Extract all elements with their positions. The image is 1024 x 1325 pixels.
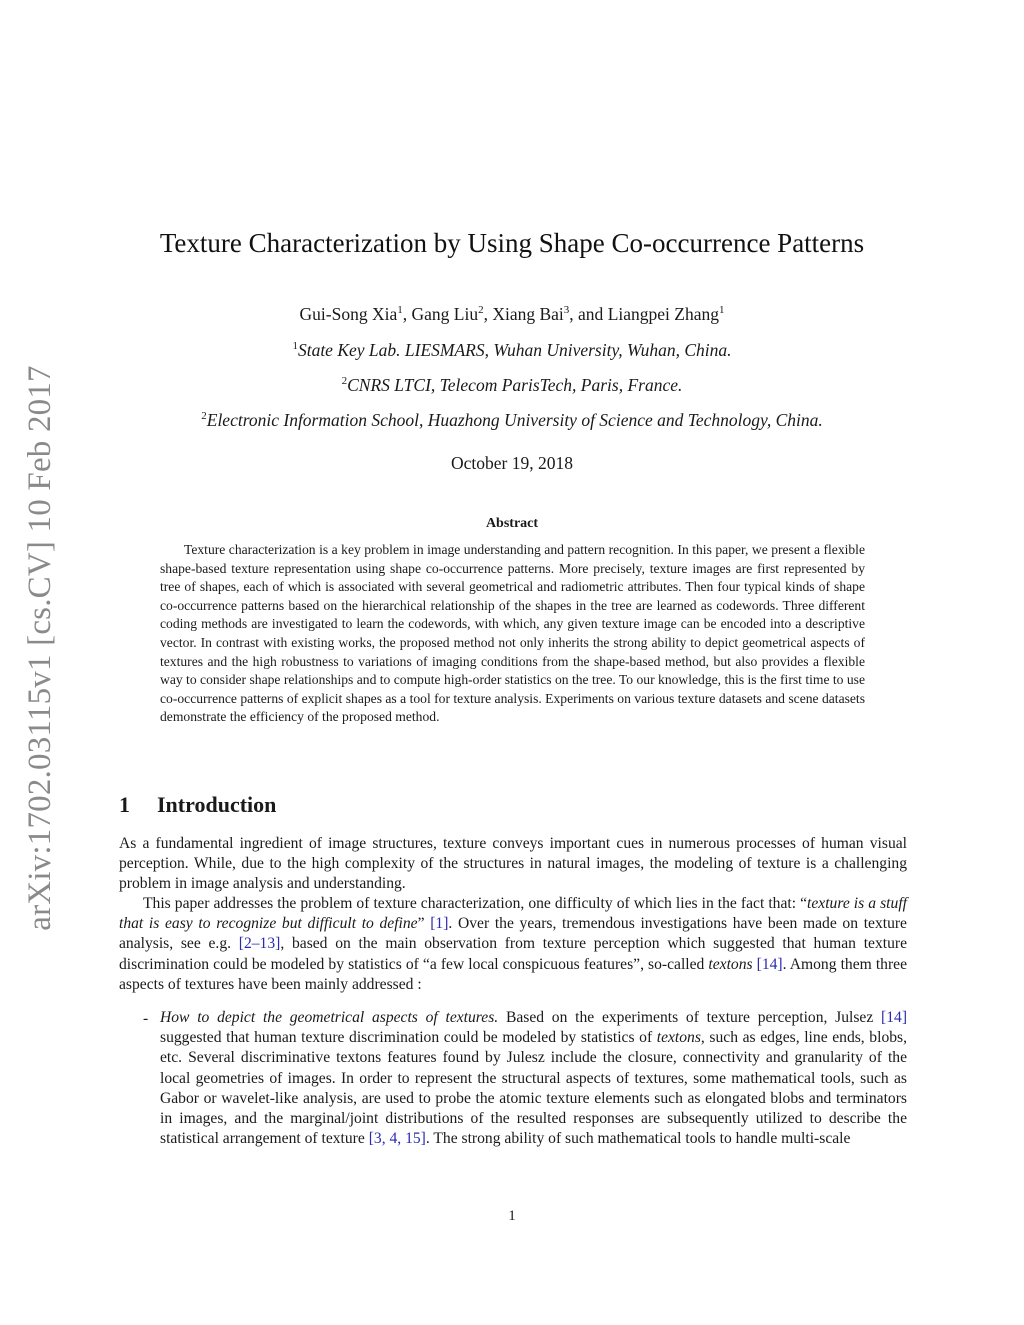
emphasized-term: textons bbox=[656, 1029, 701, 1047]
section-title: Introduction bbox=[157, 792, 277, 817]
section-number: 1 bbox=[119, 792, 130, 817]
author-list bbox=[0, 304, 1024, 325]
intro-paragraph-2 bbox=[119, 894, 907, 995]
citation-link[interactable]: [3, 4, 15] bbox=[368, 1130, 426, 1148]
paragraph-text: Based on the experiments of texture perception, Julsez bbox=[498, 1009, 882, 1026]
list-bullet: - bbox=[143, 1010, 149, 1027]
abstract-heading: Abstract bbox=[485, 516, 539, 531]
citation-link[interactable]: [14] bbox=[756, 955, 783, 973]
affiliation-text: State Key Lab. LIESMARS, Wuhan University, Wuhan, China. bbox=[297, 340, 732, 360]
author-affiliation-mark: 1 bbox=[718, 304, 725, 317]
quoted-definition: texture is a stuff that is easy to recognize but difficult to define bbox=[119, 895, 907, 933]
affiliation-mark: 2 bbox=[201, 410, 207, 423]
list-item-lead: How to depict the geometrical aspects of textures. bbox=[160, 1009, 499, 1026]
section-heading bbox=[119, 792, 276, 818]
paper-date: October 19, 2018 bbox=[451, 453, 573, 473]
affiliation-text: Electronic Information School, Huazhong University of Science and Technology, China. bbox=[206, 410, 823, 430]
author-affiliation-mark: 3 bbox=[563, 304, 570, 317]
affiliation-mark: 2 bbox=[341, 375, 348, 388]
paragraph-text: . Over the years, tremendous investigations have been made on texture analysis, see e.g. bbox=[119, 915, 907, 953]
page-number: 1 bbox=[508, 1208, 516, 1224]
affiliation-1 bbox=[0, 340, 1024, 361]
author-name: Gang Liu bbox=[411, 304, 479, 324]
author-separator: , and bbox=[569, 304, 608, 324]
paragraph-text: . The strong ability of such mathematical tools to handle multi-scale bbox=[425, 1130, 851, 1148]
affiliation-2 bbox=[0, 375, 1024, 396]
citation-link[interactable]: [1] bbox=[430, 915, 449, 933]
arxiv-identifier: arXiv:1702.03115v1 [cs.CV] 10 Feb 2017 bbox=[22, 365, 58, 931]
paragraph-text: suggested that human texture discrimination could be modeled by statistics of bbox=[160, 1029, 657, 1047]
paragraph-text: ” bbox=[417, 915, 431, 933]
emphasized-term: textons bbox=[708, 955, 753, 973]
affiliation-3 bbox=[0, 410, 1024, 431]
author-name: Xiang Bai bbox=[492, 304, 564, 324]
author-affiliation-mark: 2 bbox=[478, 304, 484, 317]
abstract-text: Texture characterization is a key problem in image understanding and pattern recognition. In this paper, we present a flexible shape-based texture representation using shape co-occurrence patterns. More precisely, texture images are first represented by tree of shapes, each of which is associated with several geometrical and radiometric attributes. Then four typical kinds of shape co-occurrence patterns based on the hierarchical relationship of the shapes in the tree are learned as codewords. Three different coding methods are investigated to learn the codewords, with which, any given texture image can be encoded into a descriptive vector. In contrast with existing works, the proposed method not only inherits the strong ability to depict geometrical aspects of textures and the high robustness to variations of imaging conditions from the shape-based method, but also provides a flexible way to consider shape relationships and to compute high-order statistics on the tree. To our knowledge, this is the first time to use co-occurrence patterns of explicit shapes as a tool for texture analysis. Experiments on various texture datasets and scene datasets demonstrate the efficiency of the proposed method. bbox=[160, 542, 865, 725]
author-separator: , bbox=[483, 304, 493, 324]
paragraph-text: . Among them three aspects of textures have been mainly addressed : bbox=[119, 955, 907, 993]
list-item bbox=[160, 1008, 907, 1149]
citation-link[interactable]: [14] bbox=[881, 1009, 908, 1026]
paragraph-text: This paper addresses the problem of texture characterization, one difficulty of which lies in the fact that: “ bbox=[143, 895, 808, 912]
author-name: Liangpei Zhang bbox=[607, 304, 719, 324]
paper-title: Texture Characterization by Using Shape Co-occurrence Patterns bbox=[159, 228, 865, 258]
affiliation-mark: 1 bbox=[292, 340, 298, 353]
author-separator: , bbox=[402, 304, 412, 324]
paragraph-text: , such as edges, line ends, blobs, etc. Several discriminative textons features found by Julesz include the closure, connectivity and granularity of the local geometries of images. In order to represent the structural aspects of textures, some mathematical tools, such as Gabor or wavelet-like analysis, are used to probe the atomic texture elements such as elongated blobs and terminators in images, and the marginal/joint distributions of the resulted responses are subsequently utilized to describe the statistical arrangement of texture bbox=[160, 1029, 907, 1148]
affiliation-text: CNRS LTCI, Telecom ParisTech, Paris, France. bbox=[347, 375, 683, 395]
author-affiliation-mark: 1 bbox=[397, 304, 403, 317]
intro-paragraph-1: As a fundamental ingredient of image structures, texture conveys important cues in numerous processes of human visual perception. While, due to the high complexity of the structures in natural images, the modeling of texture is a challenging problem in image analysis and understanding. bbox=[119, 835, 907, 893]
citation-link[interactable]: [2–13] bbox=[238, 935, 281, 953]
paragraph-text: , based on the main observation from texture perception which suggested that human texture discrimination could be modeled by statistics of “a few local conspicuous features”, so-called bbox=[119, 935, 907, 973]
author-name: Gui-Song Xia bbox=[299, 304, 398, 324]
